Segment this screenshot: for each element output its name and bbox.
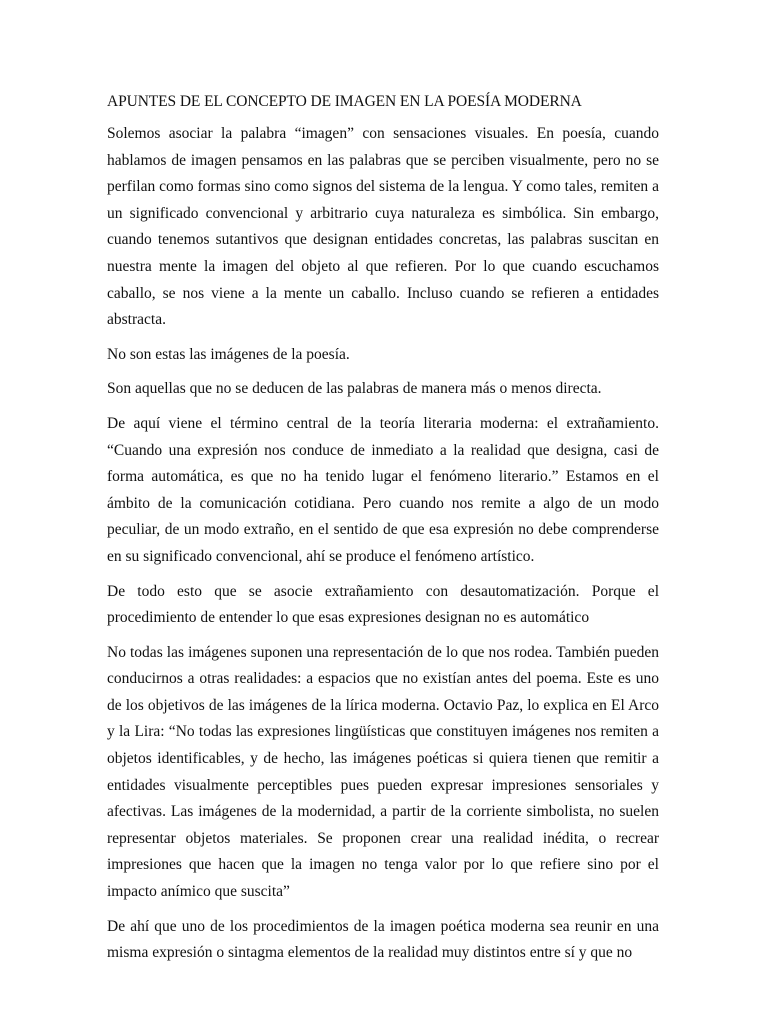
paragraph-5: De todo esto que se asocie extrañamiento con desautomatización. Porque el procedimiento de entender lo que esas expresiones designan no es automático — [107, 582, 659, 627]
document-page — [107, 91, 659, 975]
paragraph-4: De aquí viene el término central de la teoría literaria moderna: el extrañamiento. “Cuando una expresión nos conduce de inmediato a la realidad que designa, casi de forma automática, es que no ha tenido lugar el fenómeno literario.” Estamos en el ámbito de la comunicación cotidiana. Pero cuando nos remite a algo de un modo peculiar, de un modo extraño, en el sentido de que esa expresión no debe comprenderse en su significado convencional, ahí se produce el fenómeno artístico. — [107, 414, 659, 565]
paragraph-1: Solemos asociar la palabra “imagen” con sensaciones visuales. En poesía, cuando hablamos de imagen pensamos en las palabras que se perciben visualmente, pero no se perfilan como formas sino como signos del sistema de la lengua. Y como tales, remiten a un significado convencional y arbitrario cuya naturaleza es simbólica. Sin embargo, cuando tenemos sutantivos que designan entidades concretas, las palabras suscitan en nuestra mente la imagen del objeto al que refieren. Por lo que cuando escuchamos caballo, se nos viene a la mente un caballo. Incluso cuando se refieren a entidades abstracta. — [107, 125, 659, 329]
paragraph-3: Son aquellas que no se deducen de las palabras de manera más o menos directa. — [107, 380, 602, 398]
paragraph-2: No son estas las imágenes de la poesía. — [107, 345, 350, 363]
document-title: APUNTES DE EL CONCEPTO DE IMAGEN EN LA POESÍA MODERNA — [107, 93, 582, 110]
paragraph-7: De ahí que uno de los procedimientos de la imagen poética moderna sea reunir en una misma expresión o sintagma elementos de la realidad muy distintos entre sí y que no — [107, 917, 659, 962]
paragraph-6: No todas las imágenes suponen una representación de lo que nos rodea. También pueden conducirnos a otras realidades: a espacios que no existían antes del poema. Este es uno de los objetivos de las imágenes de la lírica moderna. Octavio Paz, lo explica en El Arco y la Lira: “No todas las expresiones lingüísticas que constituyen imágenes nos remiten a objetos identificables, y de hecho, las imágenes poéticas si quiera tienen que remitir a entidades visualmente perceptibles pues pueden expresar impresiones sensoriales y afectivas. Las imágenes de la modernidad, a partir de la corriente simbolista, no suelen representar objetos materiales. Se proponen crear una realidad inédita, o recrear impresiones que hacen que la imagen no tenga valor por lo que refiere sino por el impacto anímico que suscita” — [107, 643, 659, 901]
